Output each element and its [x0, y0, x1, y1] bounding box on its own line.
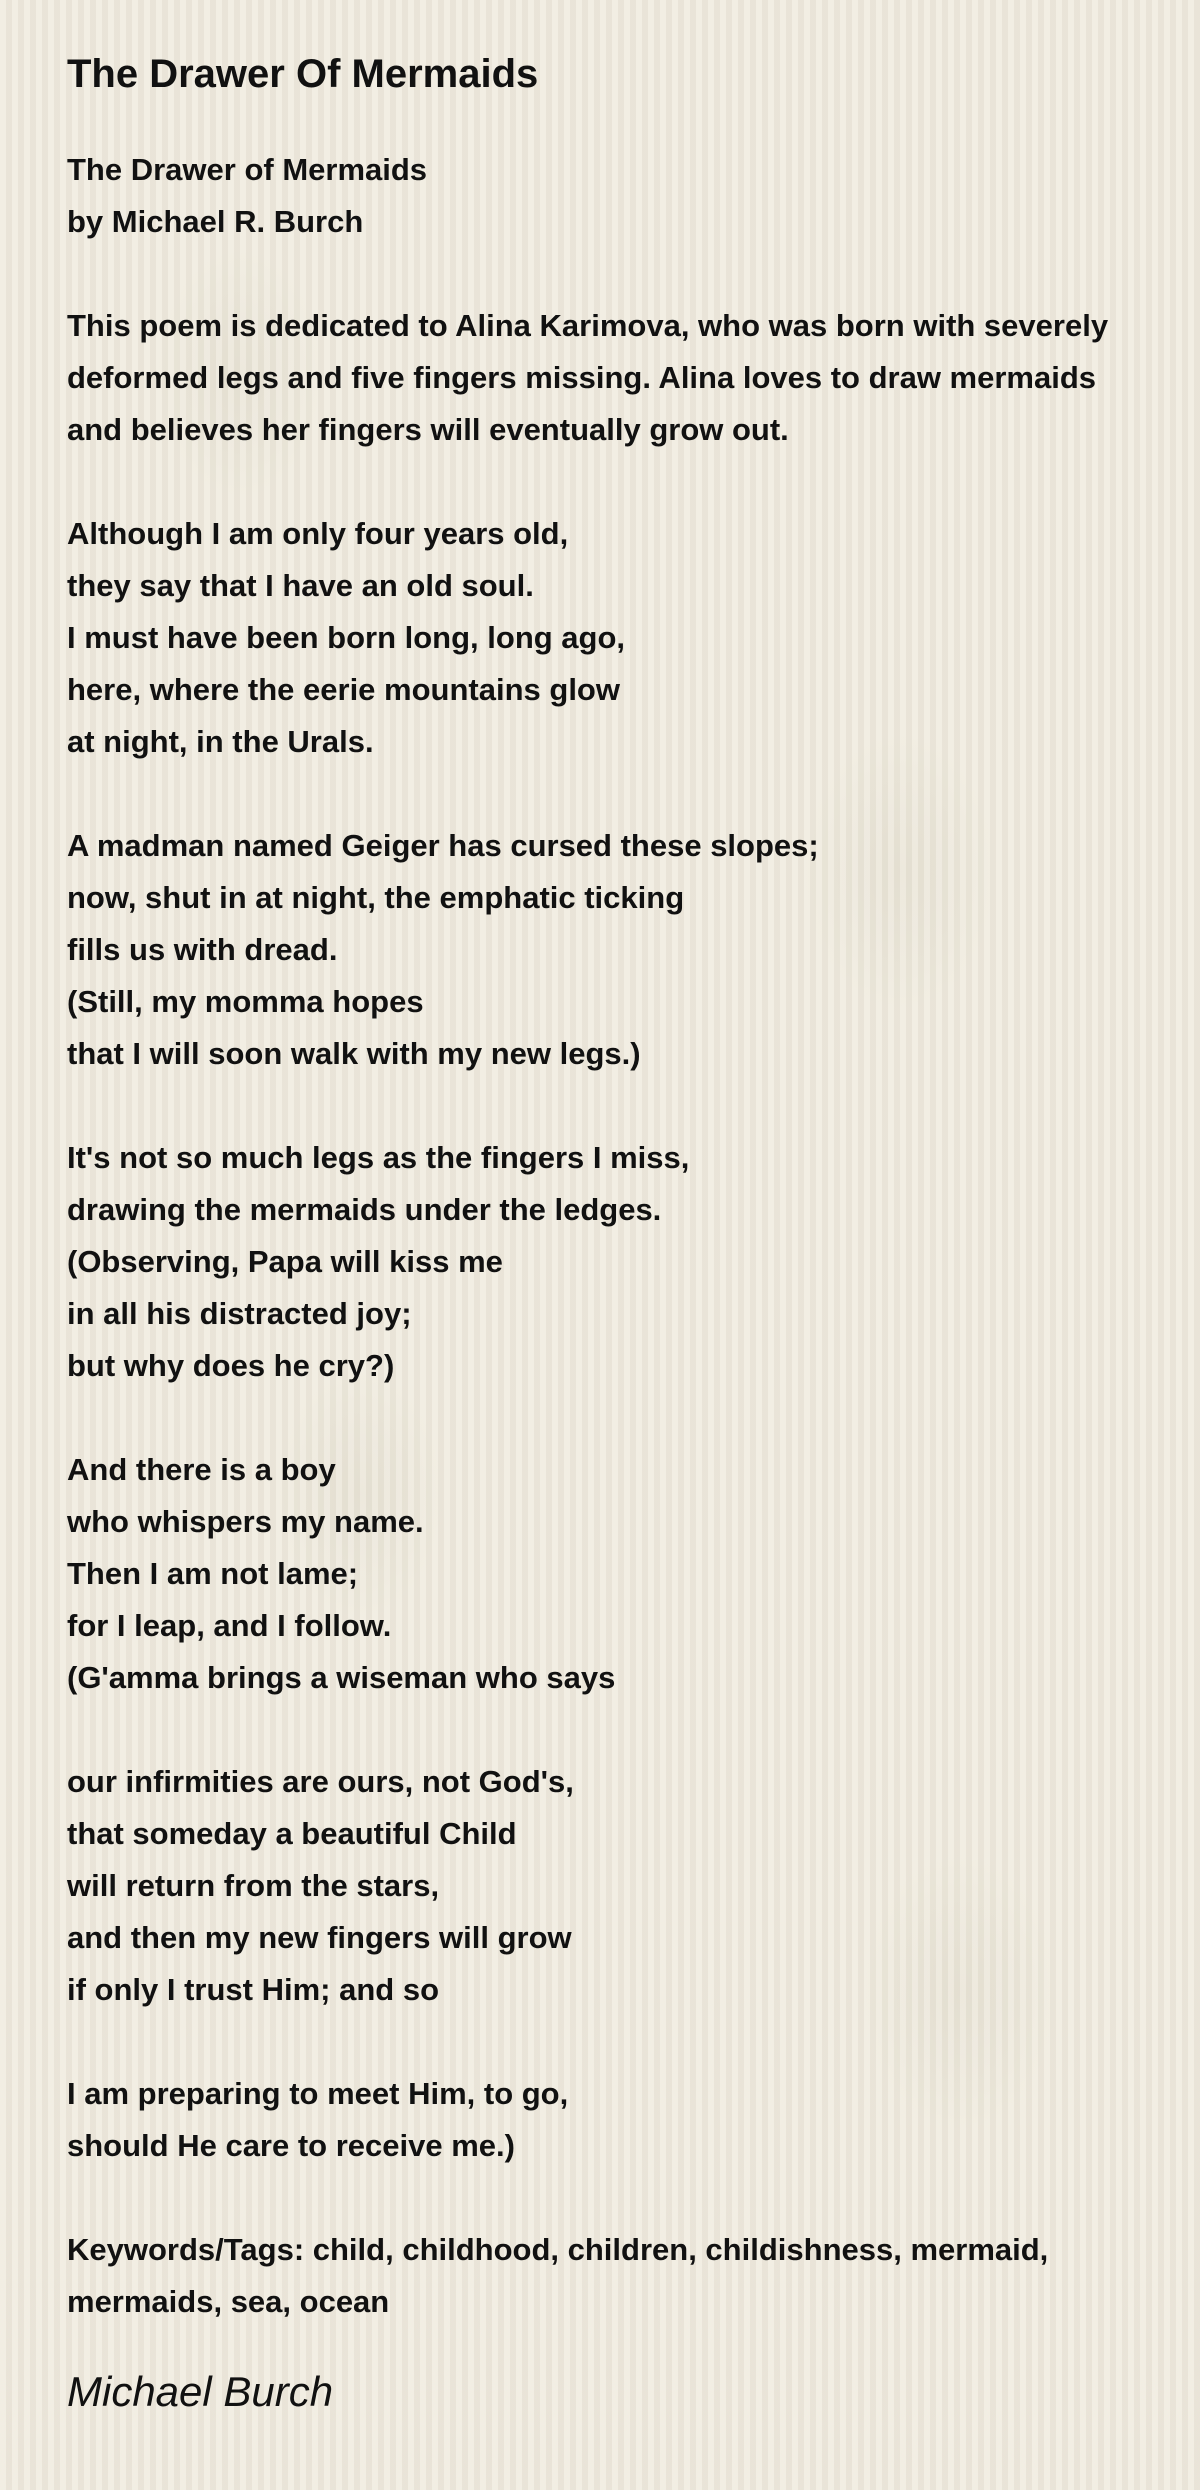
keywords-tags: Keywords/Tags: child, childhood, children, childishness, mermaid, mermaids, sea, ocean [67, 2232, 1049, 2319]
poem-line: will return from the stars, [67, 1868, 440, 1903]
poem-line: A madman named Geiger has cursed these slopes; [67, 828, 819, 863]
poem-line: in all his distracted joy; [67, 1296, 412, 1331]
poem-subtitle: The Drawer of Mermaids [67, 152, 428, 187]
author-name: Michael Burch [67, 2368, 334, 2415]
poem-line: I am preparing to meet Him, to go, [67, 2076, 569, 2111]
poem-line: fills us with dread. [67, 932, 338, 967]
stanza-6 [67, 2068, 1140, 2172]
stanza-4 [67, 1444, 1140, 1704]
poem-header [67, 144, 1140, 248]
poem-body [67, 144, 1140, 2328]
dedication-text: This poem is dedicated to Alina Karimova, who was born with severely deformed legs and five fingers missing. Alina loves to draw mermaids and believes her fingers will eventually grow out. [67, 308, 1109, 447]
stanza-1 [67, 508, 1140, 768]
poem-line: our infirmities are ours, not God's, [67, 1764, 574, 1799]
poem-line: who whispers my name. [67, 1504, 424, 1539]
poem-dedication [67, 300, 1140, 456]
stanza-3 [67, 1132, 1140, 1392]
poem-line: if only I trust Him; and so [67, 1972, 440, 2007]
stanza-5 [67, 1756, 1140, 2016]
page-title: The Drawer Of Mermaids [67, 52, 539, 96]
poem-line: (Still, my momma hopes [67, 984, 424, 1019]
poem-line: I must have been born long, long ago, [67, 620, 626, 655]
poem-line: Although I am only four years old, [67, 516, 569, 551]
poem-line: should He care to receive me.) [67, 2128, 515, 2163]
poem-line: that I will soon walk with my new legs.) [67, 1036, 641, 1071]
poem-line: that someday a beautiful Child [67, 1816, 517, 1851]
poem-line: (G'amma brings a wiseman who says [67, 1660, 616, 1695]
poem-line: and then my new fingers will grow [67, 1920, 572, 1955]
stanza-2 [67, 820, 1140, 1080]
poem-line: but why does he cry?) [67, 1348, 395, 1383]
poem-line: (Observing, Papa will kiss me [67, 1244, 503, 1279]
poem-line: Then I am not lame; [67, 1556, 359, 1591]
poem-byline: by Michael R. Burch [67, 204, 364, 239]
poem-line: drawing the mermaids under the ledges. [67, 1192, 662, 1227]
poem-line: at night, in the Urals. [67, 724, 374, 759]
poem-line: for I leap, and I follow. [67, 1608, 392, 1643]
poem-line: they say that I have an old soul. [67, 568, 534, 603]
poem-line: And there is a boy [67, 1452, 336, 1487]
poem-line: here, where the eerie mountains glow [67, 672, 620, 707]
poem-line: now, shut in at night, the emphatic ticking [67, 880, 685, 915]
poem-line: It's not so much legs as the fingers I miss, [67, 1140, 690, 1175]
